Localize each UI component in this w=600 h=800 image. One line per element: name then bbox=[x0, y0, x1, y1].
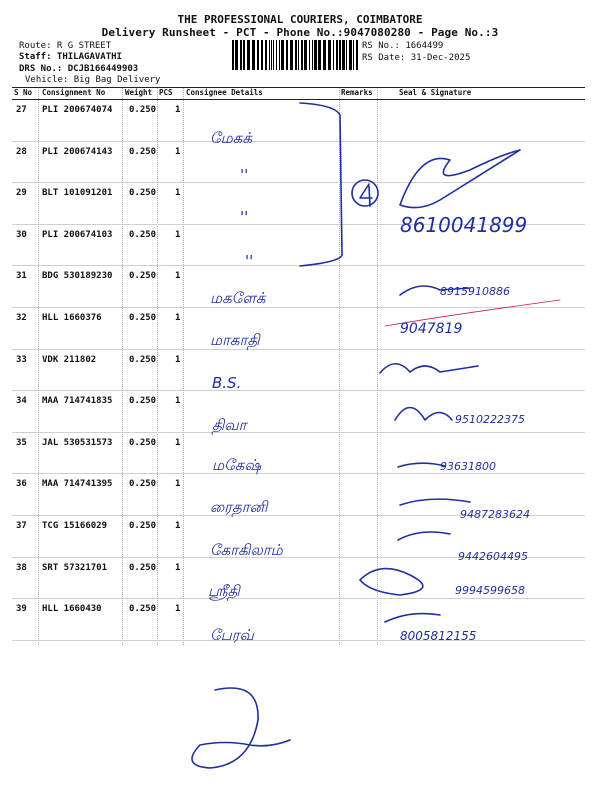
consignee-handwritten-note: பேரவ் bbox=[210, 626, 254, 644]
handwritten-phone-number: 8915910886 bbox=[440, 285, 510, 298]
handwritten-phone-number: 9510222375 bbox=[455, 413, 525, 426]
consignee-handwritten-note: ஸ்ரீதி bbox=[208, 582, 240, 600]
col-weight: Weight bbox=[125, 88, 153, 97]
row-weight: 0.250 bbox=[129, 437, 157, 448]
route-label: Route: R G STREET bbox=[19, 41, 112, 51]
final-signature bbox=[192, 688, 290, 768]
row-weight: 0.250 bbox=[129, 105, 157, 115]
row-weight: 0.250 bbox=[129, 521, 157, 531]
consignee-handwritten-note: திவா bbox=[212, 416, 247, 434]
consignee-handwritten-note: '' bbox=[245, 252, 254, 270]
consignee-handwritten-note: '' bbox=[240, 208, 249, 226]
handwritten-phone-number: 93631800 bbox=[440, 460, 496, 473]
row-pcs: 1 bbox=[175, 313, 181, 323]
row-weight: 0.250 bbox=[129, 604, 157, 615]
row-consignment-no: BLT 101091201 bbox=[42, 188, 113, 199]
signature-scribble bbox=[398, 532, 450, 540]
row-consignment-no: SRT 57321701 bbox=[42, 562, 108, 573]
row-pcs: 1 bbox=[175, 271, 181, 282]
row-weight: 0.250 bbox=[129, 562, 157, 573]
row-sno: 27 bbox=[16, 105, 27, 115]
group-count-digit bbox=[360, 184, 372, 206]
row-consignment-no: PLI 200674103 bbox=[42, 229, 113, 240]
vehicle-label: Vehicle: Big Bag Delivery bbox=[25, 75, 161, 85]
row-consignment-no: JAL 530531573 bbox=[42, 437, 113, 448]
row-pcs: 1 bbox=[175, 229, 181, 240]
signature-scribble bbox=[400, 499, 470, 505]
row-consignment-no: TCG 15166029 bbox=[42, 521, 108, 531]
handwritten-phone-number: 9994599658 bbox=[455, 584, 525, 597]
handwritten-phone-number: 9047819 bbox=[400, 321, 463, 337]
row-pcs: 1 bbox=[175, 354, 181, 365]
row-sno: 35 bbox=[16, 437, 27, 448]
signature-scribble bbox=[395, 408, 452, 421]
row-consignment-no: MAA 714741835 bbox=[42, 396, 113, 407]
group-bracket bbox=[300, 103, 342, 266]
col-consignment: Consignment No bbox=[42, 88, 106, 97]
row-pcs: 1 bbox=[175, 604, 181, 615]
row-sno: 32 bbox=[16, 313, 27, 323]
handwritten-phone-number: 8005812155 bbox=[400, 629, 477, 643]
row-pcs: 1 bbox=[175, 521, 181, 531]
consignee-handwritten-note: கோகிலாம் bbox=[210, 541, 283, 559]
row-pcs: 1 bbox=[175, 105, 181, 115]
row-sno: 36 bbox=[16, 479, 27, 490]
consignee-handwritten-note: ரைதானி bbox=[210, 498, 268, 516]
consignee-handwritten-note: B.S. bbox=[212, 374, 242, 392]
row-pcs: 1 bbox=[175, 396, 181, 407]
row-pcs: 1 bbox=[175, 479, 181, 490]
row-sno: 29 bbox=[16, 188, 27, 199]
col-consignee: Consignee Details bbox=[186, 88, 263, 97]
handwritten-phone-number: 9487283624 bbox=[460, 508, 530, 521]
col-remarks: Remarks bbox=[341, 88, 373, 97]
row-sno: 31 bbox=[16, 271, 27, 282]
row-weight: 0.250 bbox=[129, 354, 157, 365]
row-consignment-no: PLI 200674143 bbox=[42, 146, 113, 157]
row-weight: 0.250 bbox=[129, 271, 157, 282]
consignee-handwritten-note: மகளேக் bbox=[210, 289, 266, 307]
handwritten-phone-number: 9442604495 bbox=[458, 550, 528, 563]
runsheet-title: Delivery Runsheet - PCT - Phone No.:9047080280 - Page No.:3 bbox=[101, 26, 499, 39]
company-name: THE PROFESSIONAL COURIERS, COIMBATORE bbox=[177, 13, 423, 26]
row-pcs: 1 bbox=[175, 146, 181, 157]
row-weight: 0.250 bbox=[129, 229, 157, 240]
consignee-handwritten-note: மேகக் bbox=[210, 129, 252, 147]
consignee-handwritten-note: மகேஷ் bbox=[212, 456, 262, 474]
row-consignment-no: MAA 714741395 bbox=[42, 479, 113, 490]
row-consignment-no: VDK 211802 bbox=[42, 354, 97, 365]
staff-label: Staff: THILAGAVATHI bbox=[19, 52, 122, 62]
col-pcs: PCS bbox=[159, 88, 173, 97]
signature-scribble bbox=[360, 569, 423, 595]
rs-date: RS Date: 31-Dec-2025 bbox=[362, 53, 471, 63]
signature-scribble bbox=[380, 364, 478, 373]
signature-scribble bbox=[400, 150, 520, 208]
col-seal: Seal & Signature bbox=[399, 88, 472, 97]
row-consignment-no: HLL 1660376 bbox=[42, 313, 102, 323]
row-weight: 0.250 bbox=[129, 313, 157, 323]
consignee-handwritten-note: மாகாதி bbox=[210, 331, 260, 349]
row-sno: 34 bbox=[16, 396, 27, 407]
signature-scribble bbox=[398, 463, 445, 467]
row-sno: 28 bbox=[16, 146, 27, 157]
row-pcs: 1 bbox=[175, 562, 181, 573]
row-consignment-no: HLL 1660430 bbox=[42, 604, 102, 615]
row-weight: 0.250 bbox=[129, 396, 157, 407]
row-sno: 39 bbox=[16, 604, 27, 615]
signature-scribble bbox=[385, 614, 440, 622]
consignee-handwritten-note: '' bbox=[240, 166, 249, 184]
handwritten-phone-number: 8610041899 bbox=[400, 213, 528, 237]
rs-number: RS No.: 1664499 bbox=[362, 41, 444, 51]
row-sno: 33 bbox=[16, 354, 27, 365]
row-sno: 30 bbox=[16, 229, 27, 240]
row-sno: 37 bbox=[16, 521, 27, 531]
row-weight: 0.250 bbox=[129, 479, 157, 490]
row-pcs: 1 bbox=[175, 188, 181, 199]
row-weight: 0.250 bbox=[129, 188, 157, 199]
drs-number: DRS No.: DCJB166449903 bbox=[19, 64, 139, 74]
row-consignment-no: BDG 530189230 bbox=[42, 271, 113, 282]
row-consignment-no: PLI 200674074 bbox=[42, 105, 113, 115]
row-pcs: 1 bbox=[175, 437, 181, 448]
group-count-circle bbox=[352, 180, 378, 206]
col-sno: S No bbox=[14, 88, 33, 97]
row-sno: 38 bbox=[16, 562, 27, 573]
row-weight: 0.250 bbox=[129, 146, 157, 157]
